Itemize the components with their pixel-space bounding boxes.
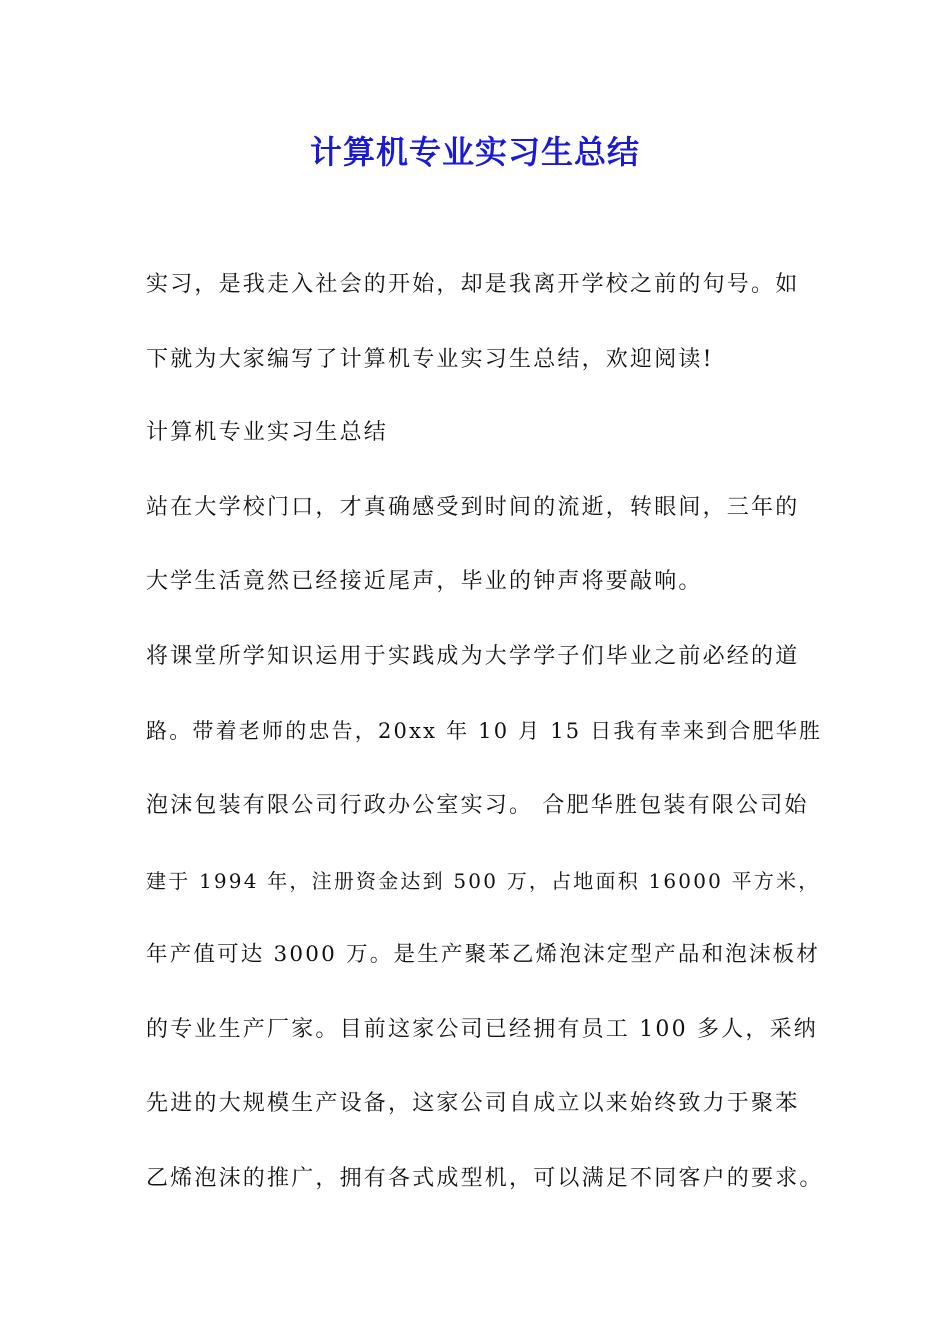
paragraph-line: 站在大学校门口，才真确感受到时间的流逝，转眼间，三年的 [146, 495, 800, 520]
paragraph-line: 建于 1994 年，注册资金达到 500 万，占地面积 16000 平方米， [146, 869, 821, 893]
section-heading: 计算机专业实习生总结 [146, 420, 389, 445]
paragraph-line: 路。带着老师的忠告，20xx 年 10 月 15 日我有幸来到合肥华胜 [146, 719, 823, 743]
paragraph-line: 下就为大家编写了计算机专业实习生总结，欢迎阅读! [146, 347, 714, 372]
paragraph-line: 实习，是我走入社会的开始，却是我离开学校之前的句号。如 [146, 272, 800, 297]
paragraph-line: 先进的大规模生产设备，这家公司自成立以来始终致力于聚苯 [146, 1091, 800, 1116]
paragraph-line: 乙烯泡沫的推广，拥有各式成型机，可以满足不同客户的要求。 [146, 1166, 824, 1191]
paragraph-line: 年产值可达 3000 万。是生产聚苯乙烯泡沫定型产品和泡沫板材 [146, 942, 821, 967]
paragraph-line: 将课堂所学知识运用于实践成为大学学子们毕业之前必经的道 [146, 644, 800, 669]
paragraph-line: 大学生活竟然已经接近尾声，毕业的钟声将要敲响。 [146, 569, 703, 594]
paragraph-line: 的专业生产厂家。目前这家公司已经拥有员工 100 多人，采纳 [146, 1017, 818, 1042]
paragraph-line: 泡沫包装有限公司行政办公室实习。 合肥华胜包装有限公司始 [146, 793, 809, 818]
document-title: 计算机专业实习生总结 [309, 133, 640, 171]
